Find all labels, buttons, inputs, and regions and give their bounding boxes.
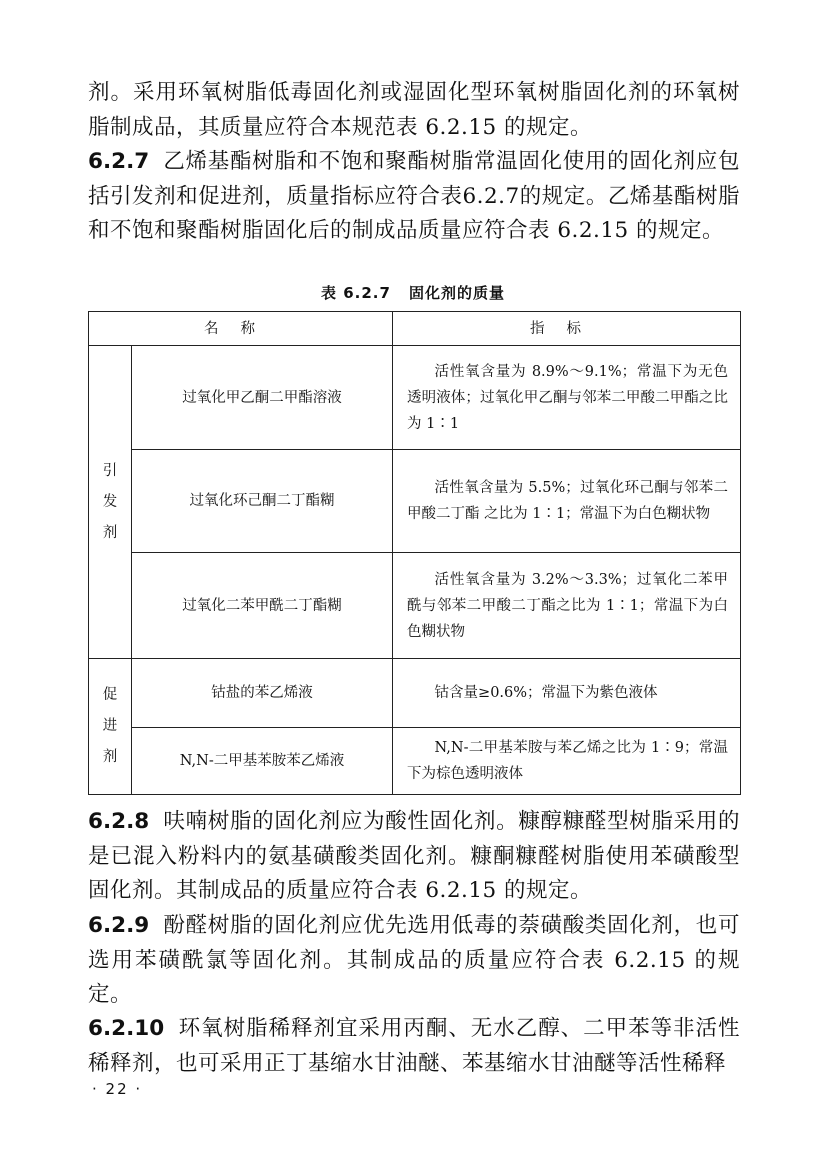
table-caption	[0, 282, 826, 303]
group-label-char: 引	[102, 462, 118, 479]
header-name: 名称	[89, 312, 393, 346]
group-label-char: 剂	[102, 749, 118, 765]
group-label-char: 促	[102, 687, 118, 703]
paragraph-text: 剂。采用环氧树脂低毒固化剂或湿固化型环氧树脂固化剂的环氧树脂制成品，其质量应符合本规范表 6.2.15 的规定。	[88, 80, 740, 140]
table-row	[89, 346, 741, 450]
row-name: 过氧化甲乙酮二甲酯溶液	[132, 346, 393, 450]
clause-6-2-10	[88, 1012, 740, 1081]
clause-text: 酚醛树脂的固化剂应优先选用低毒的萘磺酸类固化剂，也可选用苯磺酰氯等固化剂。其制成品的质量应符合表 6.2.15 的规定。	[88, 913, 740, 1007]
clause-number: 6.2.7	[88, 149, 150, 174]
table-row	[89, 659, 741, 728]
clause-6-2-8	[88, 805, 740, 909]
row-name: N,N-二甲基苯胺苯乙烯液	[132, 728, 393, 795]
clause-6-2-9	[88, 909, 740, 1013]
group-accelerator	[89, 659, 132, 795]
clause-number: 6.2.8	[88, 809, 150, 834]
table-number: 表 6.2.7	[321, 284, 391, 302]
group-initiator	[89, 346, 132, 659]
group-label-char: 进	[102, 718, 118, 734]
group-label-char: 剂	[102, 524, 118, 541]
table-title: 固化剂的质量	[408, 284, 505, 302]
row-name: 钴盐的苯乙烯液	[132, 659, 393, 728]
header-spec: 指标	[393, 312, 741, 346]
row-name: 过氧化环己酮二丁酯糊	[132, 450, 393, 553]
paragraph-continuation	[88, 76, 740, 145]
row-spec: 钴含量≥0.6%；常温下为紫色液体	[393, 659, 741, 728]
table-row	[89, 728, 741, 795]
row-spec: 活性氧含量为 3.2%～3.3%；过氧化二苯甲酰与邻苯二甲酸二丁酯之比为 1∶1；常温下为白色糊状物	[393, 553, 741, 659]
clause-text: 乙烯基酯树脂和不饱和聚酯树脂常温固化使用的固化剂应包括引发剂和促进剂，质量指标应符合表6.2.7的规定。乙烯基酯树脂和不饱和聚酯树脂固化后的制成品质量应符合表 6.2.15 的规定。	[88, 149, 740, 243]
table-row	[89, 553, 741, 659]
clause-6-2-7	[88, 145, 740, 249]
clause-text: 环氧树脂稀释剂宜采用丙酮、无水乙醇、二甲苯等非活性稀释剂，也可采用正丁基缩水甘油醚、苯基缩水甘油醚等活性稀释	[88, 1016, 740, 1076]
table-row	[89, 450, 741, 553]
curing-agent-table	[88, 311, 741, 795]
clause-text: 呋喃树脂的固化剂应为酸性固化剂。糠醇糠醛型树脂采用的是已混入粉料内的氨基磺酸类固化剂。糠酮糠醛树脂使用苯磺酸型固化剂。其制成品的质量应符合表 6.2.15 的规定。	[88, 809, 740, 903]
row-name: 过氧化二苯甲酰二丁酯糊	[132, 553, 393, 659]
page-number: · 22 ·	[92, 1080, 143, 1098]
row-spec: 活性氧含量为 8.9%～9.1%；常温下为无色透明液体；过氧化甲乙酮与邻苯二甲酸二甲酯之比为 1∶1	[393, 346, 741, 450]
table-header-row	[89, 312, 741, 346]
clause-number: 6.2.9	[88, 913, 150, 938]
row-spec: 活性氧含量为 5.5%；过氧化环己酮与邻苯二甲酸二丁酯 之比为 1∶1；常温下为白色糊状物	[393, 450, 741, 553]
group-label-char: 发	[102, 493, 118, 510]
clause-number: 6.2.10	[88, 1016, 165, 1041]
row-spec: N,N-二甲基苯胺与苯乙烯之比为 1∶9；常温下为棕色透明液体	[393, 728, 741, 795]
